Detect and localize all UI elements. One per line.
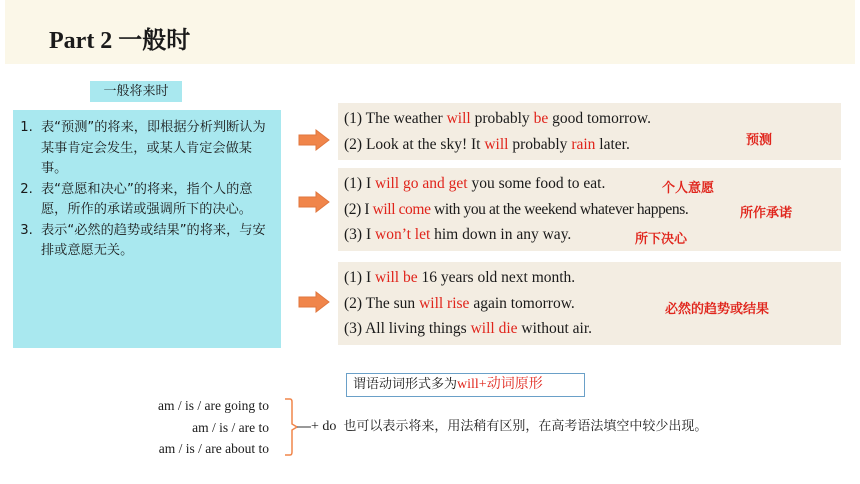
usage-box: [13, 110, 281, 348]
arrow-right-icon: [298, 129, 330, 151]
tense-tag: 一般将来时: [90, 81, 182, 102]
do-note: + do 也可以表示将来，用法稍有区别，在高考语法填空中较少出现。: [311, 419, 708, 434]
arrow-right-icon: [298, 291, 330, 313]
summary-box: 谓语动词形式多为will+动词原形: [346, 373, 585, 397]
form-item: am / is / are about to: [158, 441, 269, 456]
example-line: (2) I will come with you at the weekend whatever happens.: [344, 200, 689, 218]
usage-item: 1. 表“预测”的将来，即根据分析判断认为某事肯定会发生，或某人肯定会做某事。: [37, 118, 275, 180]
alternative-forms: [158, 395, 269, 460]
note-label: 必然的趋势或结果: [665, 302, 770, 317]
example-line: (1) The weather will probably be good tomorrow.: [344, 110, 651, 127]
form-item: am / is / are going to: [158, 398, 269, 413]
usage-item: 3. 表示“必然的趋势或结果”的将来，与安排或意愿无关。: [37, 221, 275, 262]
form-item: am / is / are to: [192, 419, 269, 435]
arrow-right-icon: [298, 191, 330, 213]
example-line: (1) I will be 16 years old next month.: [344, 269, 576, 286]
note-label: 预测: [746, 133, 773, 148]
example-line: (1) I will go and get you some food to eat.: [344, 175, 606, 192]
example-line: (2) The sun will rise again tomorrow.: [344, 294, 575, 312]
note-label: 个人意愿: [662, 181, 715, 196]
brace-icon: [283, 397, 313, 457]
usage-item: 2. 表“意愿和决心”的将来，指个人的意愿，所作的承诺或强调所下的决心。: [37, 180, 275, 221]
note-label: 所作承诺: [740, 206, 793, 221]
example-line: (2) Look at the sky! It will probably rain later.: [344, 135, 630, 153]
example-line: (3) I won’t let him down in any way.: [344, 226, 572, 243]
note-label: 所下决心: [635, 232, 688, 247]
example-line: (3) All living things will die without air.: [344, 320, 593, 337]
page-title: Part 2 一般时: [49, 28, 191, 54]
